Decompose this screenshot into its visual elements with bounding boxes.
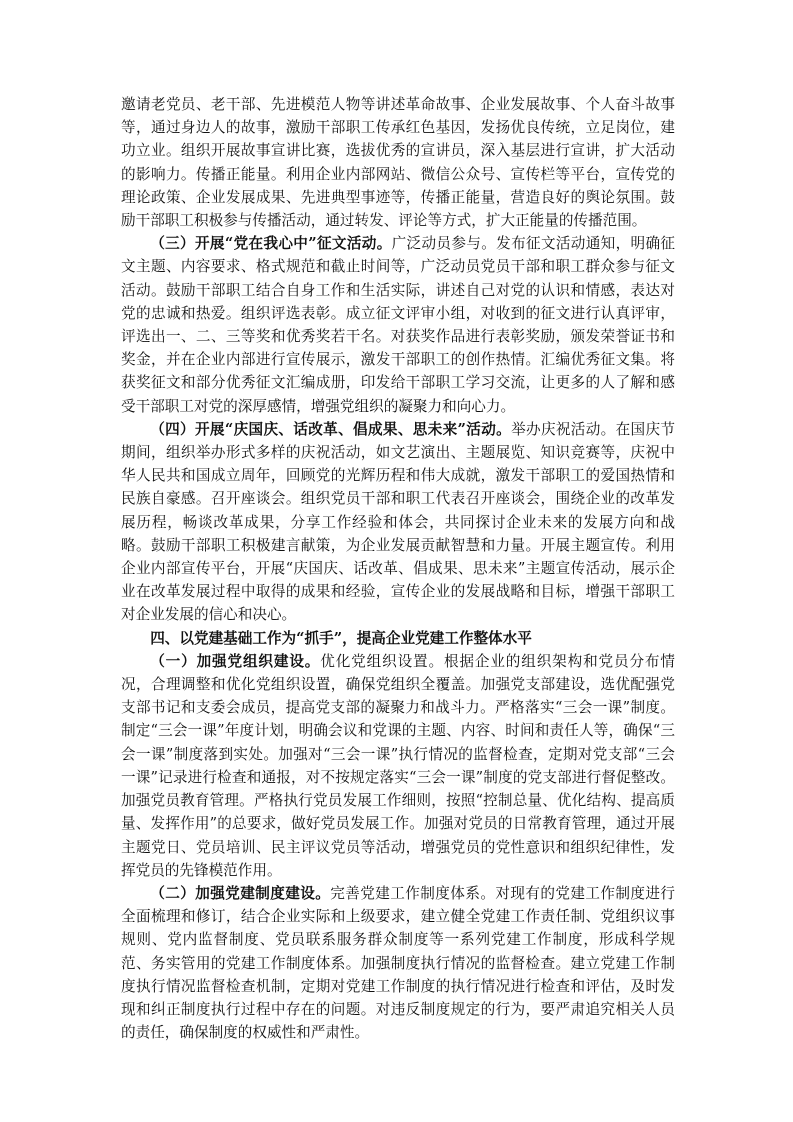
paragraph-text: 邀请老党员、老干部、先进模范人物等讲述革命故事、企业发展故事、个人奋斗故事等，通过身边人的故事，激励干部职工传承红色基因，发扬优良传统，立足岗位，建功立业。组织开展故事宣讲比赛，选拔优秀的宣讲员，深入基层进行宣讲，扩大活动的影响力。传播正能量。利用企业内部网站、微信公众号、宣传栏等平台，宣传党的理论政策、企业发展成果、先进典型事迹等，传播正能量，营造良好的舆论氛围。鼓励干部职工积极参与传播活动，通过转发、评论等方式，扩大正能量的传播范围。 — [121, 96, 675, 230]
paragraph-part-four-heading — [121, 627, 675, 650]
paragraph-text: 完善党建工作制度体系。对现有的党建工作制度进行全面梳理和修订，结合企业实际和上级要求，建立健全党建工作责任制、党组织议事规则、党内监督制度、党员联系服务群众制度等一系列党建工作制度，形成科学规范、务实管用的党建工作制度体系。加强制度执行情况的监督检查。建立党建工作制度执行情况监督检查机制，定期对党建工作制度的执行情况进行检查和评估，及时发现和纠正制度执行过程中存在的问题。对违反制度规定的行为，要严肃追究相关人员的责任，确保制度的权威性和严肃性。 — [121, 884, 675, 1042]
paragraph-system-building — [121, 882, 675, 1044]
section-heading-3: （三）开展“党在我心中”征文活动。 — [150, 235, 392, 253]
section-heading-4: （四）开展“庆国庆、话改革、倡成果、思未来”活动。 — [150, 420, 512, 438]
part-four-heading: 四、以党建基础工作为“抓手”，提高企业党建工作整体水平 — [150, 629, 532, 647]
paragraph-essay-activity — [121, 232, 675, 418]
section-heading-2: （二）加强党建制度建设。 — [150, 884, 331, 902]
paragraph-text: 广泛动员参与。发布征文活动通知，明确征文主题、内容要求、格式规范和截止时间等，广泛动员党员干部和职工群众参与征文活动。鼓励干部职工结合自身工作和生活实际，讲述自己对党的认识和情感，表达对党的忠诚和热爱。组织评选表彰。成立征文评审小组，对收到的征文进行认真评审，评选出一、二、三等奖和优秀奖若干名。对获奖作品进行表彰奖励，颁发荣誉证书和奖金，并在企业内部进行宣传展示，激发干部职工的创作热情。汇编优秀征文集。将获奖征文和部分优秀征文汇编成册，印发给干部职工学习交流，让更多的人了解和感受干部职工对党的深厚感情，增强党组织的凝聚力和向心力。 — [121, 235, 675, 415]
paragraph-text: 举办庆祝活动。在国庆节期间，组织举办形式多样的庆祝活动，如文艺演出、主题展览、知识竞赛等，庆祝中华人民共和国成立周年，回顾党的光辉历程和伟大成就，激发干部职工的爱国热情和民族自豪感。召开座谈会。组织党员干部和职工代表召开座谈会，围绕企业的改革发展历程，畅谈改革成果，分享工作经验和体会，共同探讨企业未来的发展方向和战略。鼓励干部职工积极建言献策，为企业发展贡献智慧和力量。开展主题宣传。利用企业内部宣传平台，开展“庆国庆、话改革、倡成果、思未来”主题宣传活动，展示企业在改革发展过程中取得的成果和经验，宣传企业的发展战略和目标，增强干部职工对企业发展的信心和决心。 — [121, 420, 675, 624]
paragraph-text: 优化党组织设置。根据企业的组织架构和党员分布情况，合理调整和优化党组织设置，确保党组织全覆盖。加强党支部建设，选优配强党支部书记和支委会成员，提高党支部的凝聚力和战斗力。严格落实“三会一课”制度。制定“三会一课”年度计划，明确会议和党课的主题、内容、时间和责任人等，确保“三会一课”制度落到实处。加强对“三会一课”执行情况的监督检查，定期对党支部“三会一课”记录进行检查和通报，对不按规定落实“三会一课”制度的党支部进行督促整改。加强党员教育管理。严格执行党员发展工作细则，按照“控制总量、优化结构、提高质量、发挥作用”的总要求，做好党员发展工作。加强对党员的日常教育管理，通过开展主题党日、党员培训、民主评议党员等活动，增强党员的党性意识和组织纪律性，发挥党员的先锋模范作用。 — [121, 652, 675, 879]
document-body — [121, 93, 675, 1044]
paragraph-national-day-activity — [121, 418, 675, 627]
paragraph-storytelling-continued — [121, 93, 675, 232]
paragraph-organization-building — [121, 650, 675, 882]
section-heading-1: （一）加强党组织建设。 — [150, 652, 321, 670]
